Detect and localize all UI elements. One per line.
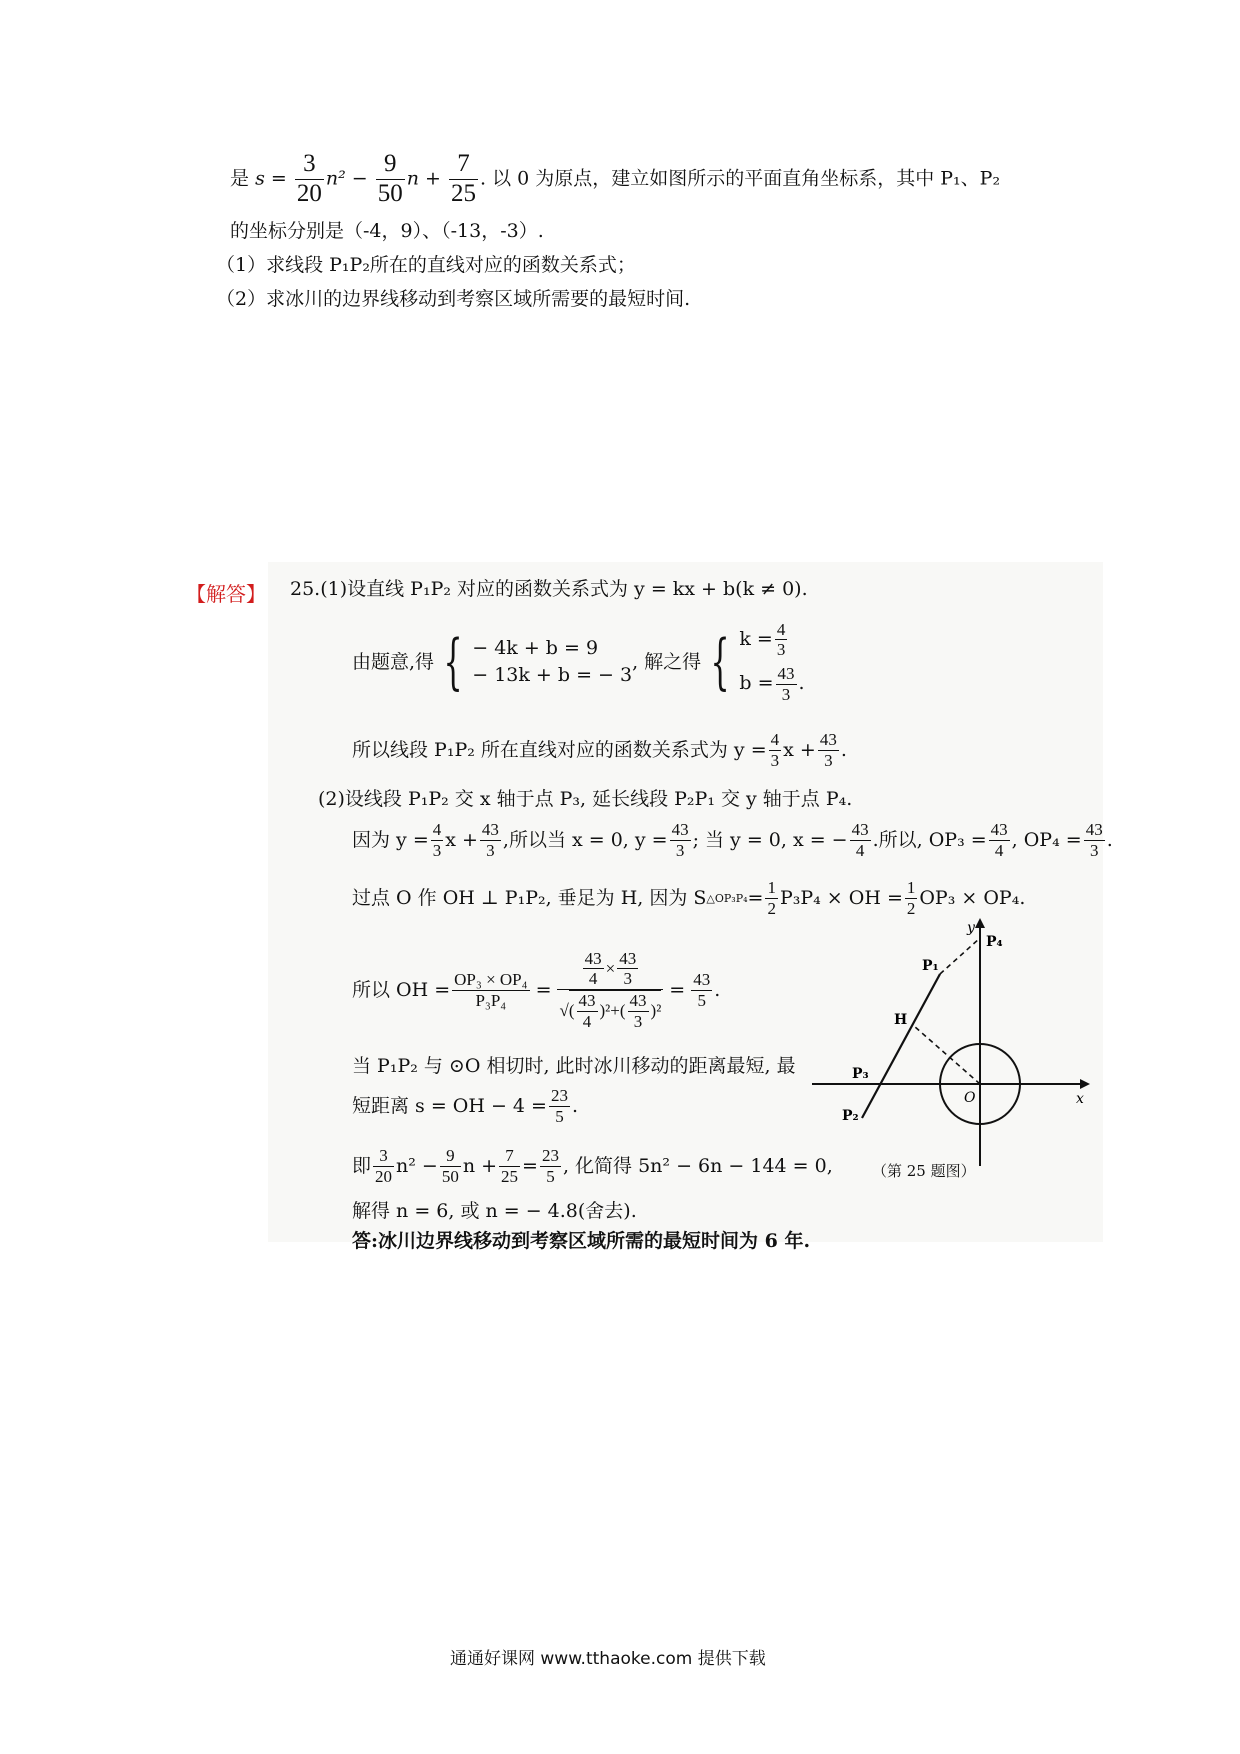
solution-values: k = $\frac{4}{3}$ b = $\frac{43}{3}$ . (739, 619, 805, 704)
plus-sign: + (425, 167, 441, 190)
label-o: O (964, 1090, 976, 1106)
solution-system: 由题意,得 { − 4k + b = 9 − 13k + b = − 3 , 解之得 { k = $\frac{4}{3}$ b = $\frac{43}{3}$ . (352, 619, 805, 704)
solution-step-8: 当 P₁P₂ 与 ⊙O 相切时, 此时冰川移动的距离最短, 最 (352, 1055, 796, 1077)
question-part-2: （2）求冰川的边界线移动到考察区域所需要的最短时间. (216, 288, 691, 310)
question-part-1: （1）求线段 P₁P₂所在的直线对应的函数关系式； (216, 254, 636, 276)
coef-1: $\frac{3}{20}$ (296, 150, 322, 207)
question-line-2: 的坐标分别是（-4，9）、（-13，-3）. (230, 220, 544, 242)
term-n2: n² (325, 167, 346, 190)
solution-step-6: 过点 O 作 OH ⊥ P₁P₂, 垂足为 H, 因为 S △OP₃P₄ = $\frac{1}{2}$ P₃P₄ × OH = $\frac{1}{2}$ OP₃ × OP₄. (352, 877, 1026, 918)
term-n: n (406, 167, 419, 190)
eq-sign: = (270, 167, 287, 190)
left-brace: { (443, 627, 463, 697)
left-brace: { (710, 627, 730, 697)
footer-text: 通通好课网 www.tthaoke.com 提供下载 (450, 1649, 766, 1669)
question-line-1-suffix: . 以 0 为原点，建立如图所示的平面直角坐标系，其中 P₁、P₂ (479, 167, 1001, 190)
equation-system: − 4k + b = 9 − 13k + b = − 3 (472, 637, 633, 686)
y-axis-arrow (975, 918, 985, 928)
minus-sign: − (351, 167, 368, 190)
label-p3: P₃ (852, 1066, 869, 1082)
solution-step-7: 所以 OH = $\frac{\text{OP₃ × OP₄}}{\text{P₃P₄}}$ = $\frac{43}{4}$ × $\frac{43}{3}$ √ ( $\frac{43}{4}$ )² + ( $\frac{43}{3}$ )² = $\frac{43}{5}$ . (352, 948, 721, 1031)
question-line-1 (230, 150, 1000, 209)
extension-p1p4 (940, 938, 980, 974)
solution-step-4: (2)设线段 P₁P₂ 交 x 轴于点 P₃, 延长线段 P₂P₁ 交 y 轴于点 P₄. (318, 788, 853, 810)
var-s: s (255, 167, 265, 190)
label-y: y (967, 920, 975, 936)
label-p1: P₁ (922, 958, 939, 974)
solution-step-1: 25.(1)设直线 P₁P₂ 对应的函数关系式为 y = kx + b(k ≠ 0). (290, 578, 808, 600)
segment-p1p2 (862, 974, 940, 1118)
solution-step-12: 答:冰川边界线移动到考察区域所需的最短时间为 6 年. (352, 1230, 811, 1252)
x-axis-arrow (1080, 1079, 1090, 1089)
segment-oh (914, 1026, 980, 1084)
coef-2: $\frac{9}{50}$ (377, 150, 403, 207)
solution-step-9: 短距离 s = OH − 4 = $\frac{23}{5}$ . (352, 1085, 579, 1126)
label-x: x (1076, 1091, 1084, 1107)
solution-step-5: 因为 y = $\frac{4}{3}$ x + $\frac{43}{3}$ ,所以当 x = 0, y = $\frac{43}{3}$ ; 当 y = 0, x = − $\frac{43}{4}$ .所以, OP₃ = $\frac{43}{4}$ , OP₄ = $\frac{43}{3}$ . (352, 819, 1113, 860)
label-h: H (894, 1012, 908, 1028)
answer-tag: 【解答】 (186, 582, 266, 606)
geometry-figure (812, 918, 1092, 1178)
solution-step-3: 所以线段 P₁P₂ 所在直线对应的函数关系式为 y = $\frac{4}{3}$ x + $\frac{43}{3}$ . (352, 730, 847, 770)
oh-big-fraction: $\frac{43}{4}$ × $\frac{43}{3}$ √ ( $\frac{43}{4}$ )² + ( $\frac{43}{3}$ )² (559, 948, 662, 1031)
solution-step-11: 解得 n = 6, 或 n = − 4.8(舍去). (352, 1200, 637, 1222)
label-p2: P₂ (842, 1108, 859, 1124)
figure-caption: （第 25 题图） (872, 1162, 976, 1180)
label-p4: P₄ (986, 934, 1003, 950)
question-prefix: 是 (230, 167, 250, 190)
solution-step-10: 即 $\frac{3}{20}$ n² − $\frac{9}{50}$ n + $\frac{7}{25}$ = $\frac{23}{5}$ , 化简得 5n² − 6n − 144 = 0, (352, 1145, 833, 1186)
coef-3: $\frac{7}{25}$ (450, 150, 476, 207)
